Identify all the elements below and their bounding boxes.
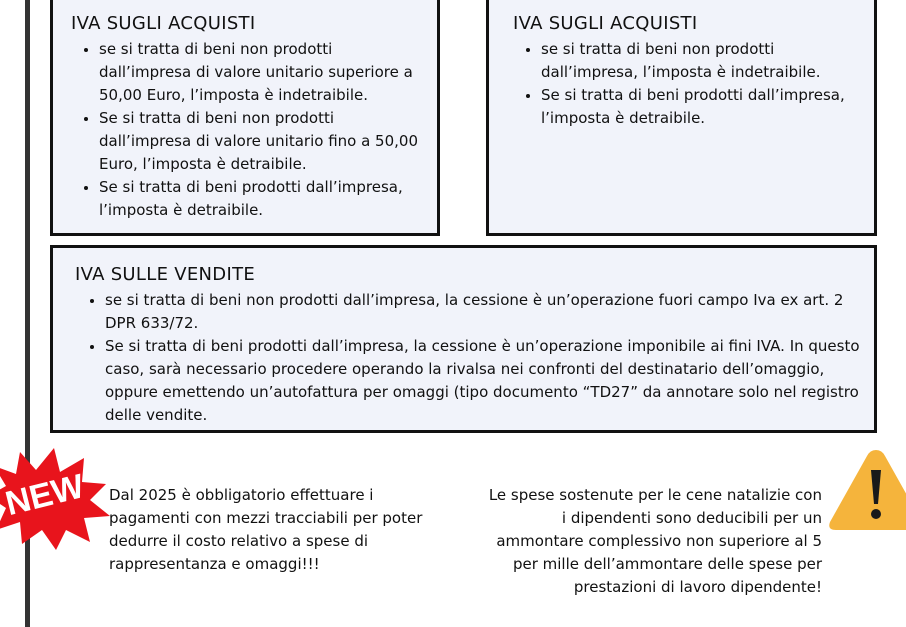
list-item: • Se si tratta di beni non prodotti dall’impresa di valore unitario fino a 50,00 Euro, l’imposta è detraibile. xyxy=(99,107,425,176)
list-item: • Se si tratta di beni prodotti dall’impresa, l’imposta è detraibile. xyxy=(541,84,862,130)
list-item: • se si tratta di beni non prodotti dall’impresa, la cessione è un’operazione fuori campo Iva ex art. 2 DPR 633/72. xyxy=(105,289,860,335)
starburst-icon xyxy=(0,444,114,552)
warning-triangle-icon xyxy=(826,446,906,540)
note-christmas-dinners: Le spese sostenute per le cene natalizie con i dipendenti sono deducibili per un ammontare complessivo non superiore al 5 per mille dell’ammontare delle spese per prestazioni di lavoro dipendente! xyxy=(488,486,822,596)
new-badge xyxy=(0,444,114,556)
box-title: IVA SUGLI ACQUISTI xyxy=(513,13,698,34)
box-title: IVA SULLE VENDITE xyxy=(75,264,256,285)
list-item: • se si tratta di beni non prodotti dall’impresa di valore unitario superiore a 50,00 Euro, l’imposta è indetraibile. xyxy=(99,38,425,107)
bullet-list xyxy=(75,289,860,427)
warning-triangle-shape xyxy=(829,450,906,530)
bullet-list xyxy=(71,38,425,222)
vat-purchases-box-right xyxy=(486,0,877,236)
vat-purchases-box-left xyxy=(50,0,440,236)
list-item: • se si tratta di beni non prodotti dall’impresa, l’imposta è indetraibile. xyxy=(541,38,862,84)
vat-sales-box xyxy=(50,245,877,433)
list-item: • Se si tratta di beni prodotti dall’impresa, la cessione è un’operazione imponibile ai fini IVA. In questo caso, sarà necessario procedere operando la rivalsa nei confronti del destinatario dell’omaggio, oppure emettendo un’autofattura per omaggi (tipo documento “TD27” da annotare solo nel registro delle vendite. xyxy=(105,335,860,427)
note-2025-traceable-payments: Dal 2025 è obbligatorio effettuare i pagamenti con mezzi tracciabili per poter dedurre il costo relativo a spese di rappresentanza e omaggi!!! xyxy=(109,486,423,573)
list-item: • Se si tratta di beni prodotti dall’impresa, l’imposta è detraibile. xyxy=(99,176,425,222)
box-title: IVA SUGLI ACQUISTI xyxy=(71,13,256,34)
bullet-list xyxy=(513,38,862,130)
new-badge-label: NEW xyxy=(1,467,88,524)
